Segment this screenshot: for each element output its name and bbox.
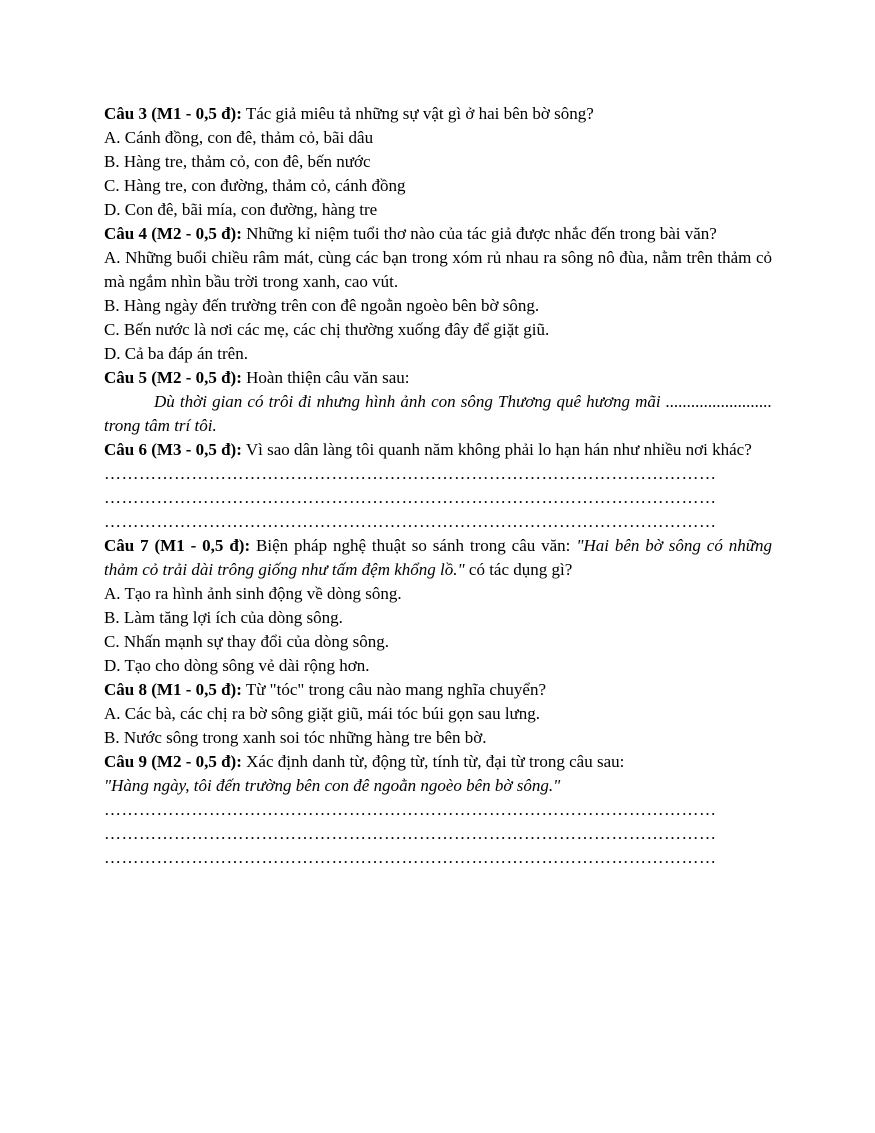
question-label: Câu 9 (M2 - 0,5 đ):: [104, 752, 242, 771]
option-c: C. Hàng tre, con đường, thảm cỏ, cánh đồng: [104, 176, 406, 195]
question-label: Câu 3 (M1 - 0,5 đ):: [104, 104, 242, 123]
question-text: Những kỉ niệm tuổi thơ nào của tác giả được nhắc đến trong bài văn?: [241, 224, 717, 243]
option-c: C. Bến nước là nơi các mẹ, các chị thường xuống đây để giặt giũ.: [104, 320, 550, 339]
question-5: [104, 366, 772, 438]
question-text: Từ "tóc" trong câu nào mang nghĩa chuyển?: [241, 680, 547, 699]
question-label: Câu 6 (M3 - 0,5 đ):: [104, 440, 242, 459]
question-quote: "Hàng ngày, tôi đến trường bên con đê ngoằn ngoèo bên bờ sông.": [104, 776, 561, 795]
question-label: Câu 4 (M2 - 0,5 đ):: [104, 224, 242, 243]
option-b: B. Nước sông trong xanh soi tóc những hàng tre bên bờ.: [104, 728, 487, 747]
worksheet-page: [104, 102, 772, 870]
option-b: B. Làm tăng lợi ích của dòng sông.: [104, 608, 343, 627]
answer-line[interactable]: ……………………………………………………………………………………………: [104, 848, 717, 867]
answer-line[interactable]: ……………………………………………………………………………………………: [104, 512, 717, 531]
question-label: Câu 5 (M2 - 0,5 đ):: [104, 368, 242, 387]
option-a: A. Các bà, các chị ra bờ sông giặt giũ, mái tóc búi gọn sau lưng.: [104, 704, 541, 723]
question-text: Xác định danh từ, động từ, tính từ, đại từ trong câu sau:: [241, 752, 625, 771]
question-7: [104, 534, 772, 678]
option-d: D. Cả ba đáp án trên.: [104, 344, 248, 363]
option-a: A. Tạo ra hình ảnh sinh động về dòng sông.: [104, 584, 402, 603]
question-text: Biện pháp nghệ thuật so sánh trong câu văn:: [250, 536, 577, 555]
question-9: [104, 750, 772, 870]
option-c: C. Nhấn mạnh sự thay đổi của dòng sông.: [104, 632, 389, 651]
option-b: B. Hàng tre, thảm cỏ, con đê, bến nước: [104, 152, 371, 171]
option-d: D. Con đê, bãi mía, con đường, hàng tre: [104, 200, 378, 219]
option-a: A. Những buổi chiều râm mát, cùng các bạn trong xóm rủ nhau ra sông nô đùa, nằm trên thảm cỏ mà ngắm nhìn bầu trời trong xanh, cao vút.: [104, 248, 772, 291]
question-6: [104, 438, 772, 534]
answer-line[interactable]: ……………………………………………………………………………………………: [104, 800, 717, 819]
question-text: Hoàn thiện câu văn sau:: [241, 368, 410, 387]
question-3: [104, 102, 772, 222]
question-8: [104, 678, 772, 750]
answer-line[interactable]: ……………………………………………………………………………………………: [104, 464, 717, 483]
answer-line[interactable]: ……………………………………………………………………………………………: [104, 488, 717, 507]
question-text: Tác giả miêu tả những sự vật gì ở hai bên bờ sông?: [241, 104, 594, 123]
option-b: B. Hàng ngày đến trường trên con đê ngoằn ngoèo bên bờ sông.: [104, 296, 540, 315]
option-d: D. Tạo cho dòng sông vẻ dài rộng hơn.: [104, 656, 370, 675]
question-text: Vì sao dân làng tôi quanh năm không phải lo hạn hán như nhiều nơi khác?: [241, 440, 752, 459]
fill-in-sentence: Dù thời gian có trôi đi nhưng hình ảnh con sông Thương quê hương mãi ......................... trong tâm trí tôi.: [104, 392, 772, 435]
answer-line[interactable]: ……………………………………………………………………………………………: [104, 824, 717, 843]
question-label: Câu 7 (M1 - 0,5 đ):: [104, 536, 251, 555]
option-a: A. Cánh đồng, con đê, thảm cỏ, bãi dâu: [104, 128, 374, 147]
question-4: [104, 222, 772, 366]
question-quote: "Hai bên bờ sông có những thảm cỏ trải dài trông giống như tấm đệm khổng lồ.": [104, 536, 772, 579]
question-text-after: có tác dụng gì?: [464, 560, 573, 579]
question-label: Câu 8 (M1 - 0,5 đ):: [104, 680, 242, 699]
